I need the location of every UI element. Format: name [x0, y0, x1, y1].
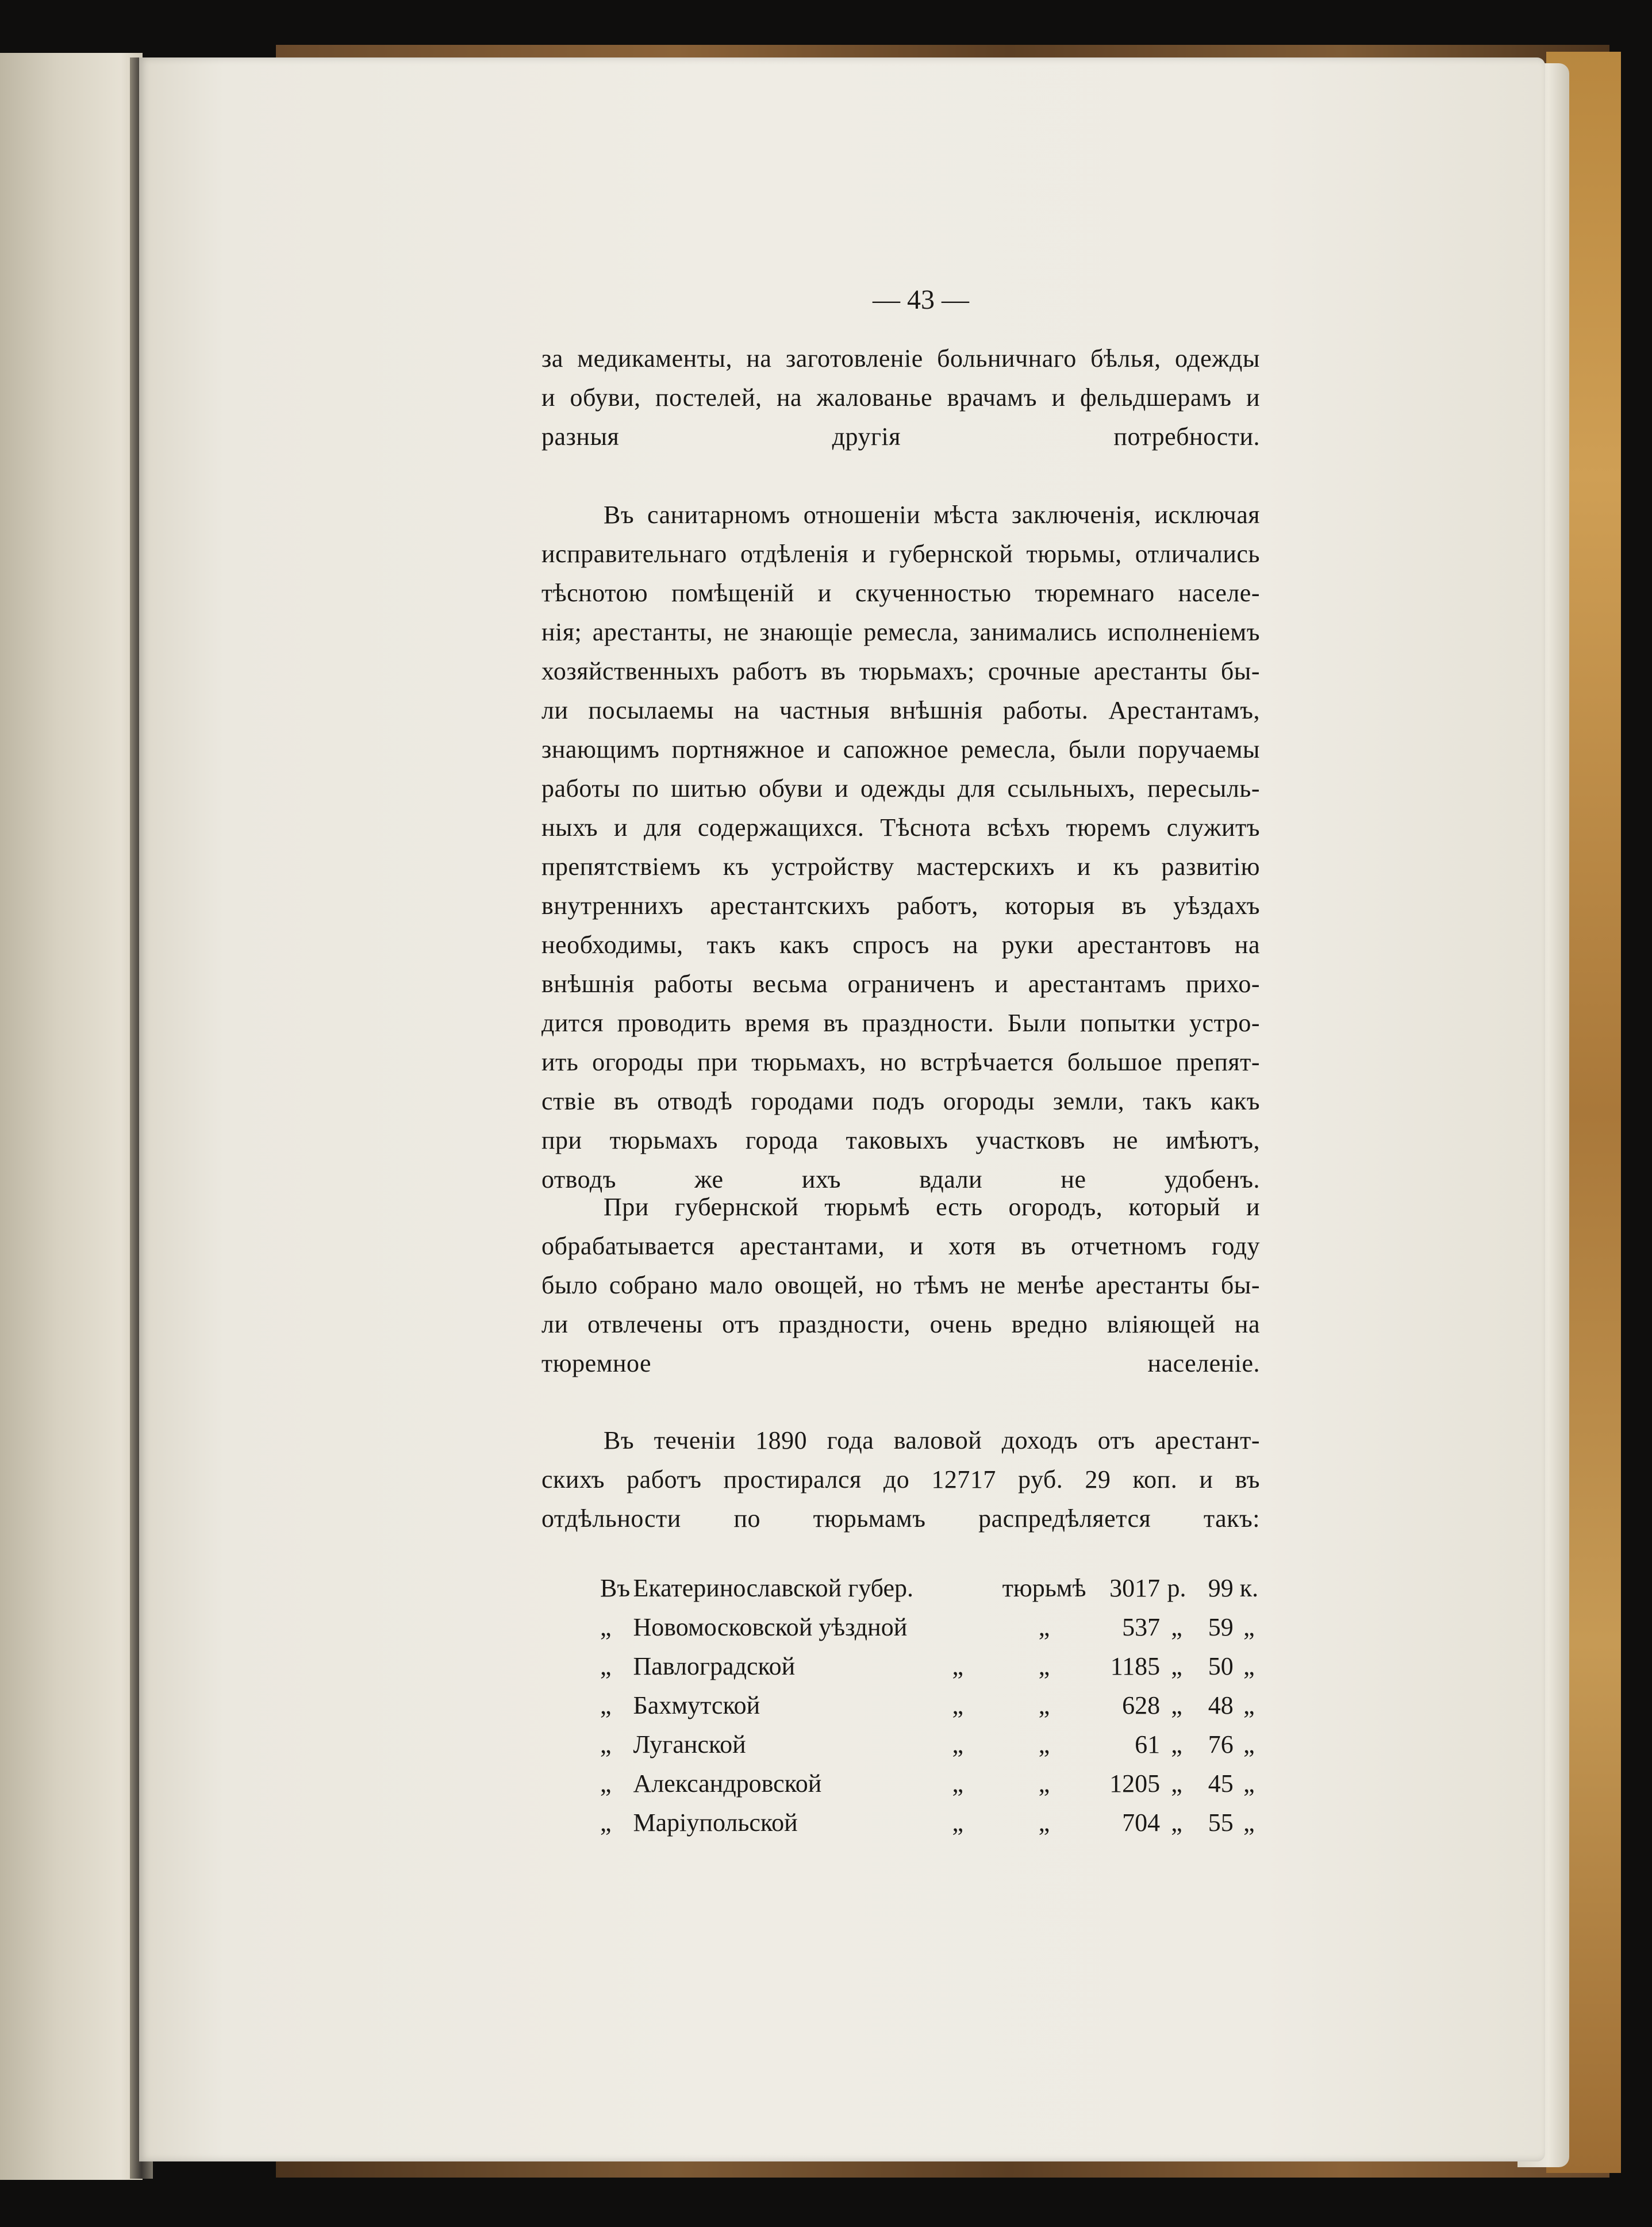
- table-cell-name: Александровской: [633, 1769, 822, 1798]
- page-number: — 43 —: [873, 285, 969, 315]
- table-cell-kop: 55: [1208, 1808, 1234, 1837]
- text-line: исправительнаго отдѣленія и губернской тюрьмы, отличались: [541, 540, 1260, 568]
- text-line: было собрано мало овощей, но тѣмъ не менѣе арестанты бы-: [541, 1271, 1260, 1299]
- table-cell-ru: „: [1171, 1691, 1182, 1719]
- text-line: при тюрьмахъ города таковыхъ участковъ не имѣютъ,: [541, 1126, 1260, 1154]
- table-cell-name: Новомосковской уѣздной: [633, 1612, 908, 1641]
- table-cell-mark: „: [600, 1612, 612, 1641]
- table-cell-rub: 704: [1122, 1808, 1161, 1837]
- table-cell-d2: „: [1038, 1652, 1050, 1680]
- paragraph-income-summary: [541, 1421, 1260, 1538]
- text-line: Въ санитарномъ отношеніи мѣста заключенія, исключая: [604, 501, 1260, 529]
- table-cell-d1: „: [952, 1730, 964, 1758]
- table-row: [600, 1725, 1265, 1764]
- paragraph-4-body: [541, 1421, 1260, 1538]
- text-line: хозяйственныхъ работъ въ тюрьмахъ; срочные арестанты бы-: [541, 657, 1260, 685]
- table-cell-mark: „: [600, 1691, 612, 1719]
- table-cell-d1: „: [952, 1652, 964, 1680]
- paragraph-sanitary-conditions: [541, 496, 1260, 1199]
- table-cell-ko: „: [1243, 1730, 1255, 1758]
- table-cell-name: Екатеринославской губер.: [633, 1573, 914, 1602]
- table-cell-ru: „: [1171, 1769, 1182, 1798]
- table-row: [600, 1764, 1265, 1803]
- text-line-last: отдѣльности по тюрьмамъ распредѣляется такъ:: [541, 1504, 1260, 1533]
- table-cell-ko: „: [1243, 1652, 1255, 1680]
- table-cell-name: Павлоградской: [633, 1652, 796, 1680]
- text-line-last: разныя другія потребности.: [541, 423, 1260, 451]
- table-cell-d1: „: [952, 1691, 964, 1719]
- table-cell-name: Маріупольской: [633, 1808, 798, 1837]
- text-line: ли отвлечены отъ праздности, очень вредно вліяющей на: [541, 1310, 1260, 1338]
- text-line: и обуви, постелей, на жалованье врачамъ и фельдшерамъ и: [541, 383, 1260, 412]
- table-cell-ru: „: [1171, 1612, 1182, 1641]
- table-cell-kop: 48: [1208, 1691, 1234, 1719]
- table-row: [600, 1607, 1265, 1646]
- text-line: необходимы, такъ какъ спросъ на руки арестантовъ на: [541, 931, 1260, 959]
- table-cell-d1: „: [952, 1808, 964, 1837]
- text-line-last: отводъ же ихъ вдали не удобенъ.: [541, 1165, 1260, 1193]
- text-line: ствіе въ отводѣ городами подъ огороды земли, такъ какъ: [541, 1087, 1260, 1115]
- table-cell-ko: „: [1243, 1612, 1255, 1641]
- table-row: [600, 1685, 1265, 1725]
- income-by-prison-table: [600, 1568, 1265, 1842]
- table-cell-ru: „: [1171, 1808, 1182, 1837]
- text-line: нія; арестанты, не знающіе ремесла, занимались исполненіемъ: [541, 618, 1260, 646]
- text-line: При губернской тюрьмѣ есть огородъ, который и: [604, 1193, 1260, 1221]
- table-cell-rub: 1205: [1109, 1769, 1161, 1798]
- table-cell-ko: к.: [1239, 1573, 1259, 1602]
- table-cell-kop: 59: [1208, 1612, 1234, 1641]
- table-row: [600, 1803, 1265, 1842]
- table-cell-d2: „: [1038, 1691, 1050, 1719]
- table-cell-ru: „: [1171, 1652, 1182, 1680]
- table-cell-d2: тюрьмѣ: [1002, 1573, 1086, 1602]
- text-line: дится проводить время въ праздности. Были попытки устро-: [541, 1009, 1260, 1037]
- table-cell-rub: 537: [1122, 1612, 1161, 1641]
- text-line: знающимъ портняжное и сапожное ремесла, были поручаемы: [541, 735, 1260, 763]
- table-cell-d2: „: [1038, 1730, 1050, 1758]
- text-line: ли посылаемы на частныя внѣшнія работы. Арестантамъ,: [541, 696, 1260, 724]
- table-cell-ko: „: [1243, 1691, 1255, 1719]
- table-cell-d2: „: [1038, 1808, 1050, 1837]
- table-cell-d2: „: [1038, 1612, 1050, 1641]
- text-line: внѣшнія работы весьма ограниченъ и арестантамъ прихо-: [541, 970, 1260, 998]
- table-cell-rub: 628: [1122, 1691, 1161, 1719]
- table-cell-name: Бахмутской: [633, 1691, 760, 1719]
- text-line-last: тюремное населеніе.: [541, 1349, 1260, 1377]
- left-page-edge: [0, 53, 143, 2180]
- table-cell-d1: [913, 1607, 1002, 1646]
- table-cell-mark: „: [600, 1652, 612, 1680]
- paragraph-medical-expenses: [541, 339, 1260, 456]
- text-line: скихъ работъ простирался до 12717 руб. 29 коп. и въ: [541, 1465, 1260, 1493]
- table-cell-name: Луганской: [633, 1730, 746, 1758]
- text-line: за медикаменты, на заготовленіе больничнаго бѣлья, одежды: [541, 344, 1260, 373]
- text-line: тѣснотою помѣщеній и скученностью тюремнаго населе-: [541, 579, 1260, 607]
- paragraph-prison-garden: [541, 1188, 1260, 1383]
- table-cell-d1: „: [952, 1769, 964, 1798]
- table-cell-rub: 61: [1135, 1730, 1161, 1758]
- table-cell-kop: 45: [1208, 1769, 1234, 1798]
- text-line: Въ теченіи 1890 года валовой доходъ отъ арестант-: [604, 1426, 1260, 1454]
- text-line: работы по шитью обуви и одежды для ссыльныхъ, пересыль-: [541, 774, 1260, 803]
- table-cell-ru: р.: [1167, 1573, 1186, 1602]
- table-cell-d2: „: [1038, 1769, 1050, 1798]
- table-cell-ko: „: [1243, 1769, 1255, 1798]
- table-row: [600, 1568, 1265, 1607]
- table-cell-rub: 1185: [1110, 1652, 1161, 1680]
- text-line: внутреннихъ арестантскихъ работъ, которыя въ уѣздахъ: [541, 892, 1260, 920]
- paragraph-2-body: [541, 496, 1260, 1199]
- table-cell-rub: 3017: [1109, 1573, 1161, 1602]
- table-cell-mark: „: [600, 1769, 612, 1798]
- table-row: [600, 1646, 1265, 1685]
- text-line: ить огороды при тюрьмахъ, но встрѣчается большое препят-: [541, 1048, 1260, 1076]
- table-cell-kop: 99: [1208, 1573, 1234, 1602]
- text-line: препятствіемъ къ устройству мастерскихъ и къ развитію: [541, 853, 1260, 881]
- table-cell-kop: 76: [1208, 1730, 1234, 1758]
- table-cell-d1: [913, 1568, 1002, 1607]
- text-line: ныхъ и для содержащихся. Тѣснота всѣхъ тюремъ служитъ: [541, 813, 1260, 842]
- text-line: обрабатывается арестантами, и хотя въ отчетномъ году: [541, 1232, 1260, 1260]
- table-cell-ru: „: [1171, 1730, 1182, 1758]
- table-cell-mark: „: [600, 1808, 612, 1837]
- table-cell-mark: Въ: [600, 1573, 631, 1602]
- paragraph-1-body: [541, 339, 1260, 456]
- paragraph-3-body: [541, 1188, 1260, 1383]
- table-cell-kop: 50: [1208, 1652, 1234, 1680]
- table-cell-mark: „: [600, 1730, 612, 1758]
- table-cell-ko: „: [1243, 1808, 1255, 1837]
